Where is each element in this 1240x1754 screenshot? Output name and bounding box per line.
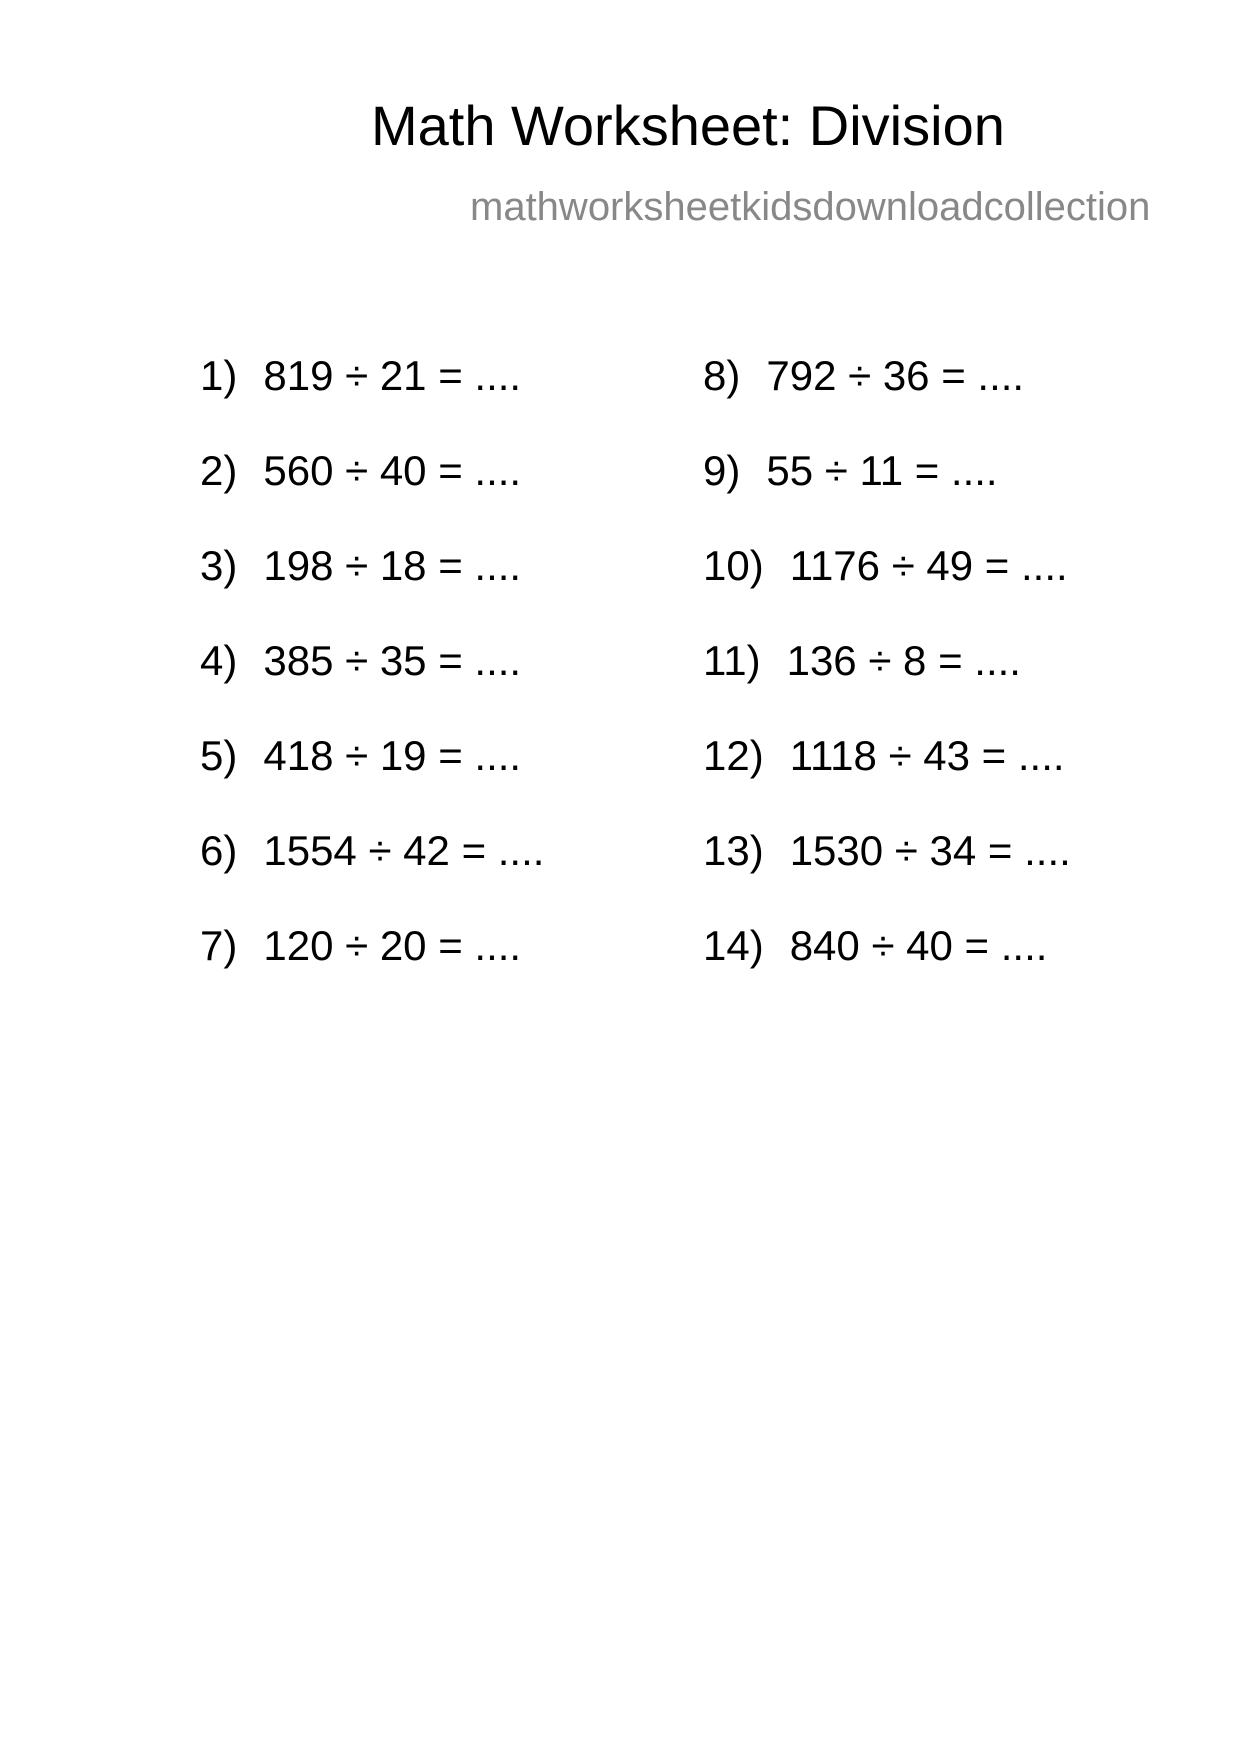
problem-number: 8): [703, 352, 741, 399]
problem-number: 10): [703, 542, 764, 589]
problem-expression: 136 ÷ 8 = ....: [786, 637, 1021, 684]
problem-expression: 1554 ÷ 42 = ....: [263, 827, 545, 874]
problem-number: 7): [200, 922, 238, 969]
problem-expression: 55 ÷ 11 = ....: [766, 447, 998, 494]
problem-item: [703, 542, 1068, 589]
problem-item: [200, 447, 522, 494]
problem-item: [703, 352, 1025, 399]
problem-item: [703, 447, 998, 494]
problem-number: 4): [200, 637, 238, 684]
problem-expression: 385 ÷ 35 = ....: [263, 637, 522, 684]
problem-number: 2): [200, 447, 238, 494]
problem-number: 13): [703, 827, 764, 874]
problem-expression: 198 ÷ 18 = ....: [263, 542, 522, 589]
problem-item: [703, 637, 1021, 684]
page-subtitle: mathworksheetkidsdownloadcollection: [470, 187, 1151, 227]
problem-expression: 560 ÷ 40 = ....: [263, 447, 522, 494]
problem-item: [200, 827, 545, 874]
problem-item: [703, 827, 1071, 874]
problem-expression: 1530 ÷ 34 = ....: [789, 827, 1071, 874]
problem-item: [703, 922, 1048, 969]
problem-expression: 418 ÷ 19 = ....: [263, 732, 522, 779]
problem-item: [200, 637, 522, 684]
problem-number: 11): [703, 637, 761, 684]
problem-expression: 819 ÷ 21 = ....: [263, 352, 522, 399]
problem-number: 9): [703, 447, 741, 494]
problem-number: 3): [200, 542, 238, 589]
problem-item: [200, 732, 522, 779]
problem-expression: 840 ÷ 40 = ....: [789, 922, 1048, 969]
problem-expression: 120 ÷ 20 = ....: [263, 922, 522, 969]
problem-item: [703, 732, 1065, 779]
problem-item: [200, 542, 522, 589]
problem-number: 12): [703, 732, 764, 779]
problem-number: 5): [200, 732, 238, 779]
problem-expression: 792 ÷ 36 = ....: [766, 352, 1025, 399]
problem-item: [200, 922, 522, 969]
problem-number: 6): [200, 827, 238, 874]
problem-number: 14): [703, 922, 764, 969]
problem-expression: 1118 ÷ 43 = ....: [789, 732, 1065, 779]
problem-expression: 1176 ÷ 49 = ....: [789, 542, 1068, 589]
problem-number: 1): [200, 352, 238, 399]
page-title: Math Worksheet: Division: [371, 94, 1005, 157]
problem-item: [200, 352, 522, 399]
